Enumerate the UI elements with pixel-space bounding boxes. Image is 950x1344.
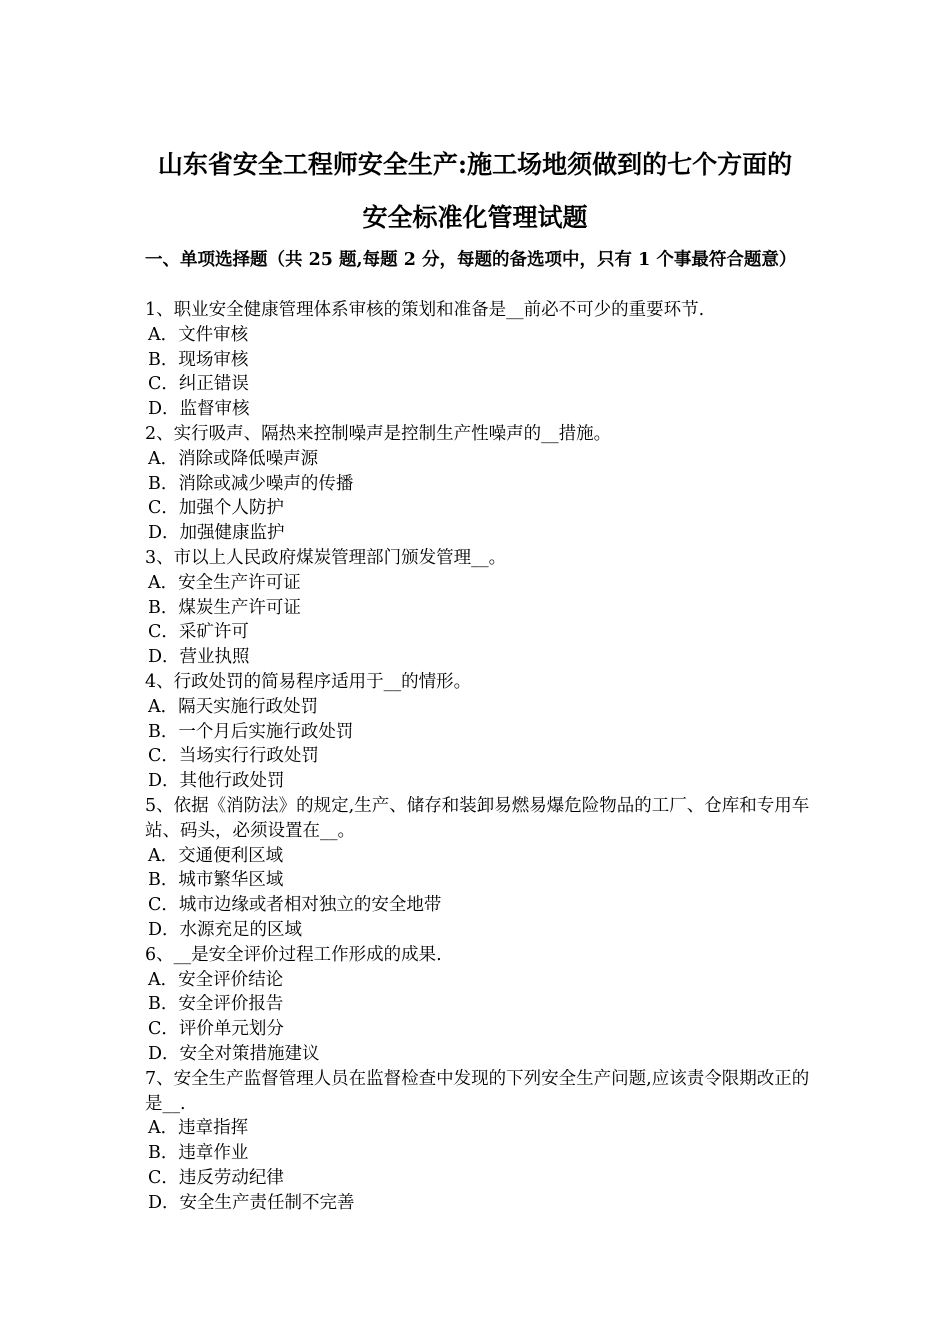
option-b: B．现场审核 — [148, 349, 249, 370]
question-stem: 2、实行吸声、隔热来控制噪声是控制生产性噪声的__措施。 — [145, 423, 612, 444]
option-a: A．违章指挥 — [148, 1118, 249, 1139]
option-d: D．加强健康监护 — [148, 523, 285, 544]
question-stem: 1、职业安全健康管理体系审核的策划和准备是__前必不可少的重要环节. — [145, 300, 705, 320]
option-d: D．营业执照 — [148, 647, 250, 668]
question-7 — [145, 1067, 815, 1216]
option-d: D．监督审核 — [148, 399, 250, 420]
option-d: D．水源充足的区域 — [148, 919, 303, 940]
question-4 — [145, 670, 815, 794]
option-b: B．城市繁华区域 — [148, 870, 284, 891]
option-b: B．消除或减少噪声的传播 — [148, 473, 354, 494]
question-2 — [145, 422, 815, 546]
question-stem: 6、__是安全评价过程工作形成的成果. — [145, 944, 442, 965]
option-c: C．纠正错误 — [148, 374, 249, 395]
question-3 — [145, 546, 815, 670]
question-stem: 4、行政处罚的简易程序适用于__的情形。 — [145, 671, 472, 692]
option-b: B．一个月后实施行政处罚 — [148, 721, 354, 742]
option-a: A．安全生产许可证 — [148, 572, 301, 593]
section-heading: 一、单项选择题（共 25 题,每题 2 分，每题的备选项中，只有 1 个事最符合题意） — [145, 250, 797, 270]
option-a: A．文件审核 — [148, 324, 249, 345]
document-title-line2: 安全标准化管理试题 — [362, 203, 588, 232]
option-c: C．采矿许可 — [148, 622, 249, 643]
option-c: C．违反劳动纪律 — [148, 1167, 284, 1188]
document-title-line1: 山东省安全工程师安全生产:施工场地须做到的七个方面的 — [157, 150, 793, 179]
option-b: B．安全评价报告 — [148, 994, 284, 1015]
option-c: C．城市边缘或者相对独立的安全地带 — [148, 895, 442, 916]
option-a: A．消除或降低噪声源 — [148, 448, 319, 469]
question-stem: 5、依据《消防法》的规定,生产、储存和装卸易燃易爆危险物品的工厂、仓库和专用车站、码头，必须设置在__。 — [145, 795, 810, 841]
question-6 — [145, 943, 815, 1067]
option-a: A．安全评价结论 — [148, 969, 284, 990]
option-b: B．煤炭生产许可证 — [148, 597, 301, 618]
option-c: C．加强个人防护 — [148, 498, 284, 519]
option-c: C．当场实行行政处罚 — [148, 746, 319, 767]
option-d: D．其他行政处罚 — [148, 771, 285, 792]
option-c: C．评价单元划分 — [148, 1019, 284, 1040]
question-list — [145, 298, 815, 1215]
question-stem: 7、安全生产监督管理人员在监督检查中发现的下列安全生产问题,应该责令限期改正的是__. — [145, 1068, 810, 1114]
option-d: D．安全生产责任制不完善 — [148, 1192, 355, 1213]
question-1 — [145, 298, 815, 422]
option-b: B．违章作业 — [148, 1143, 249, 1164]
question-5 — [145, 794, 815, 943]
option-a: A．交通便利区域 — [148, 845, 284, 866]
option-a: A．隔天实施行政处罚 — [148, 696, 319, 717]
question-stem: 3、市以上人民政府煤炭管理部门颁发管理__。 — [145, 547, 507, 568]
option-d: D．安全对策措施建议 — [148, 1043, 320, 1064]
